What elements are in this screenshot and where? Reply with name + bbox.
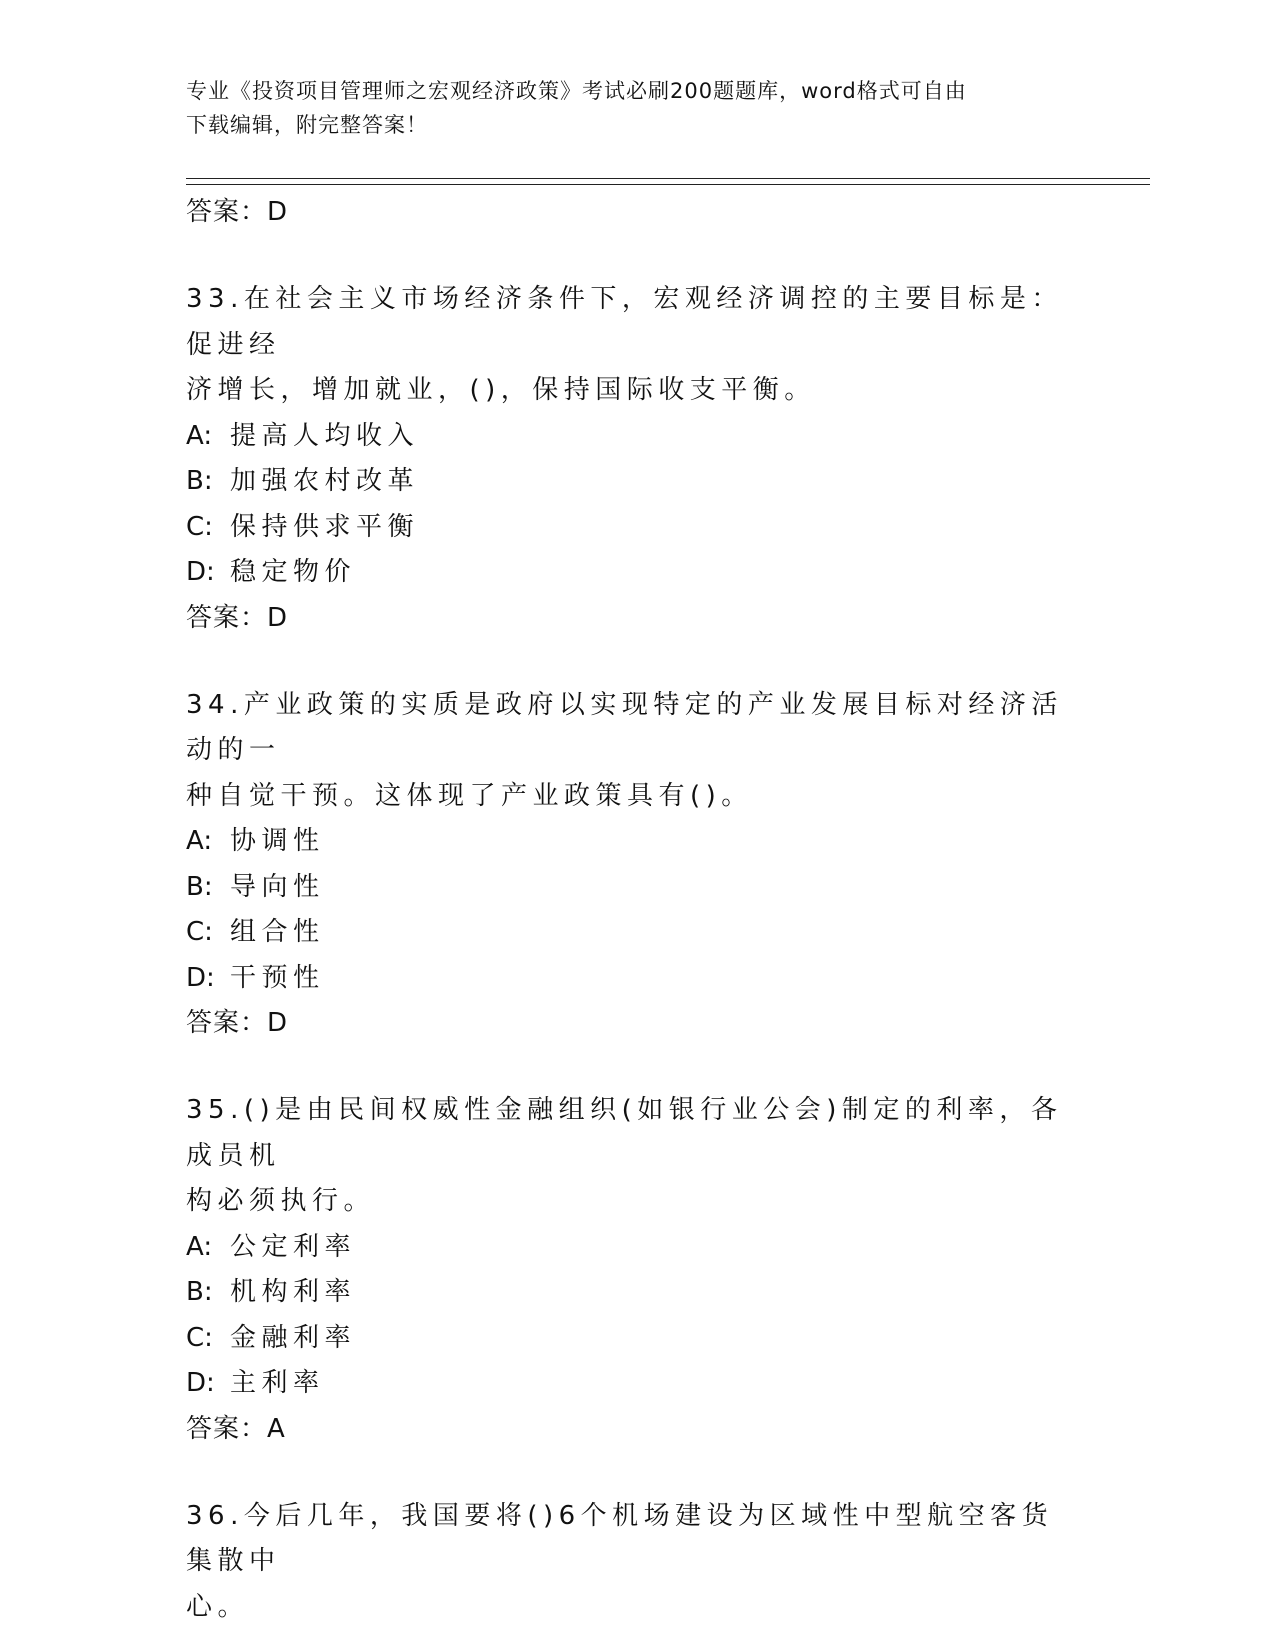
question-stem xyxy=(186,683,1076,820)
option-b xyxy=(186,1270,1086,1316)
option-letter: B: xyxy=(186,871,213,902)
question-34 xyxy=(186,683,1086,1047)
header-rule-top xyxy=(186,178,1150,179)
option-text: 主利率 xyxy=(230,1368,325,1398)
option-a xyxy=(186,819,1086,865)
option-c xyxy=(186,910,1086,956)
option-text: 金融利率 xyxy=(230,1322,357,1353)
option-letter: C: xyxy=(186,511,213,542)
option-letter: B: xyxy=(186,1277,213,1307)
option-text: 公定利率 xyxy=(230,1231,357,1262)
option-letter: A: xyxy=(186,1231,213,1262)
spacer xyxy=(186,235,1086,277)
stem-line-1: 33.在社会主义市场经济条件下，宏观经济调控的主要目标是：促进经 xyxy=(186,284,1063,360)
option-c xyxy=(186,1316,1086,1362)
page-header xyxy=(186,74,1066,142)
option-a xyxy=(186,1225,1086,1271)
question-35 xyxy=(186,1088,1086,1452)
option-a xyxy=(186,414,1086,460)
option-letter: B: xyxy=(186,466,213,496)
option-c xyxy=(186,505,1086,551)
question-33 xyxy=(186,277,1086,641)
stem-line-2: 济增长，增加就业，()，保持国际收支平衡。 xyxy=(186,375,816,405)
option-letter: C: xyxy=(186,1322,213,1353)
answer: 答案：D xyxy=(186,602,289,633)
stem-line-1: 35.()是由民间权威性金融组织(如银行业公会)制定的利率，各成员机 xyxy=(186,1095,1063,1171)
answer: 答案：D xyxy=(186,1008,289,1038)
option-letter: A: xyxy=(186,420,213,451)
option-b xyxy=(186,459,1086,505)
stem-line-2: 心。 xyxy=(186,1591,250,1622)
spacer xyxy=(186,1046,1086,1088)
stem-line-1: 34.产业政策的实质是政府以实现特定的产业发展目标对经济活动的一 xyxy=(186,689,1063,765)
option-letter: C: xyxy=(186,917,213,947)
stem-line-1: 36.今后几年，我国要将()6个机场建设为区域性中型航空客货集散中 xyxy=(186,1500,1054,1576)
question-36 xyxy=(186,1494,1086,1631)
option-text: 组合性 xyxy=(230,917,325,947)
question-list xyxy=(186,190,1086,1630)
option-text: 加强农村改革 xyxy=(230,466,420,496)
option-d xyxy=(186,550,1086,596)
option-b xyxy=(186,865,1086,911)
option-text: 干预性 xyxy=(230,962,325,993)
stem-line-2: 构必须执行。 xyxy=(186,1186,376,1216)
option-text: 机构利率 xyxy=(230,1277,357,1307)
spacer xyxy=(186,1452,1086,1494)
option-d xyxy=(186,1361,1086,1407)
question-stem xyxy=(186,277,1076,414)
answer: 答案：A xyxy=(186,1413,286,1444)
option-text: 提高人均收入 xyxy=(230,420,420,451)
header-rule-bottom xyxy=(186,184,1150,185)
option-letter: D: xyxy=(186,962,215,993)
option-letter: A: xyxy=(186,826,213,856)
option-d xyxy=(186,956,1086,1002)
option-text: 保持供求平衡 xyxy=(230,511,420,542)
option-letter: D: xyxy=(186,557,215,587)
previous-answer: 答案：D xyxy=(186,197,289,227)
option-text: 协调性 xyxy=(230,826,325,856)
header-line-2: 下载编辑，附完整答案！ xyxy=(186,113,428,137)
option-text: 稳定物价 xyxy=(230,557,357,587)
option-text: 导向性 xyxy=(230,871,325,902)
question-stem xyxy=(186,1088,1076,1225)
stem-line-2: 种自觉干预。这体现了产业政策具有()。 xyxy=(186,780,753,811)
spacer xyxy=(186,641,1086,683)
question-stem xyxy=(186,1494,1076,1631)
header-line-1: 专业《投资项目管理师之宏观经济政策》考试必刷200题题库，word格式可自由 xyxy=(186,79,967,103)
option-letter: D: xyxy=(186,1368,215,1398)
